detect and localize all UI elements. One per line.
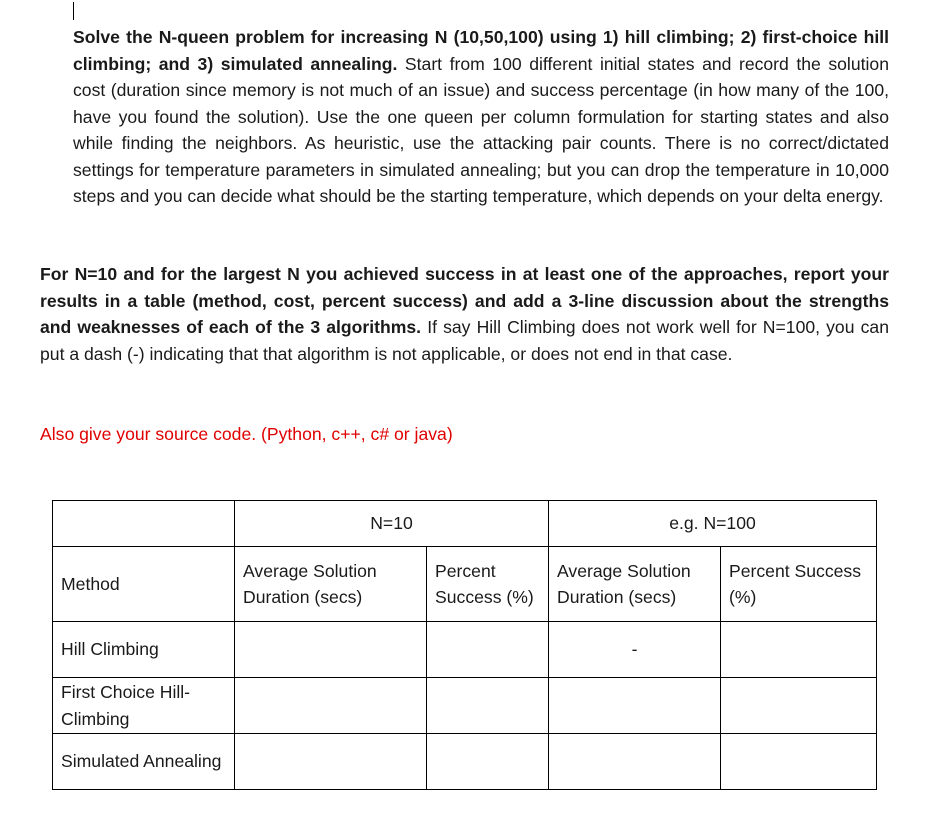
value-cell[interactable] xyxy=(721,622,877,678)
header-empty-cell[interactable] xyxy=(53,501,235,547)
results-table xyxy=(52,500,877,790)
method-cell[interactable]: First Choice Hill-Climbing xyxy=(53,678,235,734)
value-cell[interactable] xyxy=(549,734,721,790)
text-cursor xyxy=(73,2,74,20)
header-n100[interactable]: e.g. N=100 xyxy=(549,501,877,547)
source-code-note: Also give your source code. (Python, c++, c# or java) xyxy=(40,424,453,444)
table-row xyxy=(53,678,877,734)
report-instructions-text: If say Hill Climbing does not work well for N=100, you can put a dash (-) indicating that that algorithm is not applicable, or does not end in that case. xyxy=(40,317,889,364)
report-instructions-bold: For N=10 and for the largest N you achieved success in at least one of the approaches, report your results in a table (method, cost, percent success) and add a 3-line discussion about the strengths and weaknesses of each of the 3 algorithms. xyxy=(40,264,889,337)
value-cell[interactable] xyxy=(427,734,549,790)
sub-header-row xyxy=(53,547,877,622)
n10-duration-header[interactable]: Average Solution Duration (secs) xyxy=(235,547,427,622)
value-cell[interactable] xyxy=(235,678,427,734)
method-cell[interactable]: Hill Climbing xyxy=(53,622,235,678)
n100-success-header[interactable]: Percent Success (%) xyxy=(721,547,877,622)
value-cell[interactable] xyxy=(721,734,877,790)
task-description-paragraph xyxy=(73,24,889,210)
table-row xyxy=(53,734,877,790)
value-cell[interactable]: - xyxy=(549,622,721,678)
value-cell[interactable] xyxy=(235,734,427,790)
value-cell[interactable] xyxy=(427,622,549,678)
report-instructions-paragraph xyxy=(40,261,889,367)
task-description-bold: Solve the N-queen problem for increasing N (10,50,100) using 1) hill climbing; 2) first-choice hill climbing; and 3) simulated annealing. xyxy=(73,27,889,74)
method-cell[interactable]: Simulated Annealing xyxy=(53,734,235,790)
n100-duration-header[interactable]: Average Solution Duration (secs) xyxy=(549,547,721,622)
method-header[interactable]: Method xyxy=(53,547,235,622)
group-header-row xyxy=(53,501,877,547)
n10-success-header[interactable]: Percent Success (%) xyxy=(427,547,549,622)
header-n10[interactable]: N=10 xyxy=(235,501,549,547)
value-cell[interactable] xyxy=(549,678,721,734)
value-cell[interactable] xyxy=(721,678,877,734)
value-cell[interactable] xyxy=(235,622,427,678)
value-cell[interactable] xyxy=(427,678,549,734)
table-row xyxy=(53,622,877,678)
task-description-text: Start from 100 different initial states and record the solution cost (duration since memory is not much of an issue) and success percentage (in how many of the 100, have you found the solution). Use the one queen per column formulation for starting states and also while finding the neighbors. As heuristic, use the attacking pair counts. There is no correct/dictated settings for temperature parameters in simulated annealing; but you can drop the temperature in 10,000 steps and you can decide what should be the starting temperature, which depends on your delta energy. xyxy=(73,53,889,206)
